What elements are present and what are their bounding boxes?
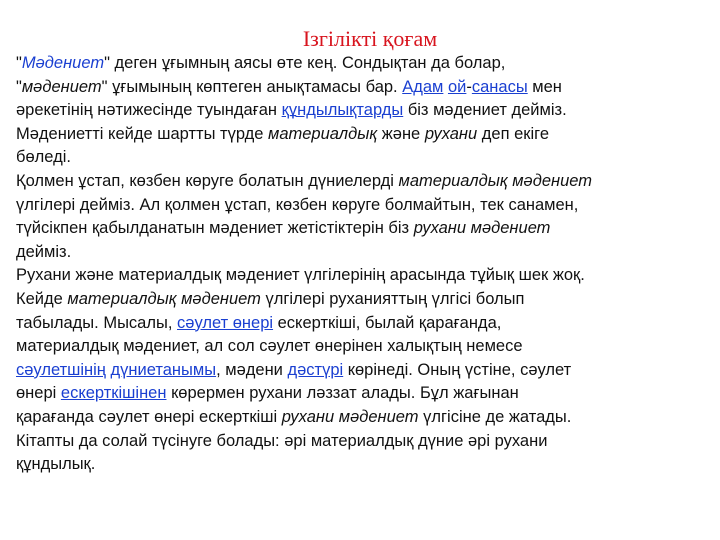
text-span: -	[466, 77, 472, 96]
text-span: көрермен рухани ләззат алады. Бұл жағынан	[166, 384, 519, 403]
italic-term: материалдық мәдениет	[398, 171, 593, 190]
text-span: бөледі.	[16, 148, 71, 167]
text-line	[16, 76, 706, 100]
text-span: ескерткіші, былай қарағанда,	[273, 313, 502, 332]
italic-term: рухани мәдениет	[413, 219, 551, 238]
quote-mark: "	[104, 54, 110, 72]
text-span: Қолмен ұстап, көзбен көруге болатын дүниелерді	[16, 171, 399, 190]
link-dunietanymy[interactable]: дүниетанымы	[110, 360, 217, 379]
text-line	[16, 335, 706, 359]
link-dasturi[interactable]: дәстүрі	[287, 360, 344, 379]
text-span: көрінеді. Оның үстіне, сәулет	[343, 360, 572, 379]
text-span: үлгілері дейміз. Ал қолмен ұстап, көзбен көруге болмайтын, тек санамен,	[16, 195, 579, 214]
text-span: , мәдени	[216, 360, 288, 379]
text-span: дейміз.	[16, 242, 72, 261]
link-oi[interactable]: ой	[447, 77, 467, 96]
italic-term: рухани	[424, 124, 478, 143]
text-line	[16, 359, 706, 383]
link-qundylyqtardy[interactable]: құндылықтарды	[281, 101, 404, 120]
term-madeniet: Мәдениет	[21, 54, 105, 72]
italic-term: материалдық	[268, 124, 378, 143]
text-span: әрекетінің нәтижесінде туындаған	[16, 101, 282, 120]
text-line	[16, 453, 706, 477]
text-line	[16, 288, 706, 312]
text-span: деп екіге	[477, 124, 550, 143]
text-line	[16, 430, 706, 454]
link-sanasy[interactable]: санасы	[471, 77, 528, 96]
text-line	[16, 194, 706, 218]
text-span: өнері	[16, 384, 61, 403]
text-span: Кітапты да солай түсінуге болады: әрі материалдық дүние әрі рухани	[16, 431, 548, 450]
text-span: материалдық мәдениет, ал сол сәулет өнерінен халықтың немесе	[16, 337, 523, 356]
text-span: табылады. Мысалы,	[16, 313, 178, 332]
text-line	[16, 241, 706, 265]
text-line	[16, 312, 706, 336]
text-span: және	[377, 124, 425, 143]
quote-mark: "	[101, 77, 108, 96]
text-span: үлгісіне де жатады.	[418, 407, 572, 426]
link-saulet-oneri[interactable]: сәулет өнері	[177, 313, 274, 332]
quote-mark: "	[16, 77, 22, 96]
text-line	[16, 123, 706, 147]
text-span: түйсікпен қабылданатын мәдениет жетістіктерін біз	[16, 219, 414, 238]
text-line	[16, 52, 706, 76]
italic-term: рухани мәдениет	[281, 407, 419, 426]
term-madeniet-lower: мәдениет	[21, 77, 102, 96]
link-sauletshining[interactable]: сәулетшінің	[16, 360, 106, 379]
text-span: үлгілері руханияттың үлгісі болып	[260, 289, 525, 308]
text-line	[16, 146, 706, 170]
link-adam[interactable]: Адам	[402, 77, 444, 96]
text-span: ұғымының көптеген анықтамасы бар.	[107, 77, 403, 96]
link-eskertkishinen[interactable]: ескерткішінен	[60, 384, 167, 403]
text-span: Мәдениетті кейде шартты түрде	[16, 124, 269, 143]
italic-term: материалдық мәдениет	[67, 289, 261, 308]
text-line	[16, 382, 706, 406]
quote-mark: "	[16, 54, 22, 72]
text-span: қарағанда сәулет өнері ескерткіші	[16, 407, 282, 426]
text-line	[16, 264, 706, 288]
page-title: Ізгілікті қоғам	[302, 26, 438, 51]
text-span: мен	[527, 77, 562, 96]
text-span: Рухани және материалдық мәдениет үлгілерінің арасында тұйық шек жоқ.	[16, 266, 585, 285]
text-line	[16, 170, 706, 194]
text-span: біз мәдениет дейміз.	[403, 101, 567, 120]
text-line	[16, 406, 706, 430]
text-line	[16, 99, 706, 123]
text-line	[16, 217, 706, 241]
text-span: деген ұғымның аясы өте кең. Сондықтан да болар,	[109, 54, 506, 72]
text-body	[16, 52, 706, 477]
text-span: құндылық.	[16, 455, 96, 474]
text-span: Кейде	[16, 289, 68, 308]
